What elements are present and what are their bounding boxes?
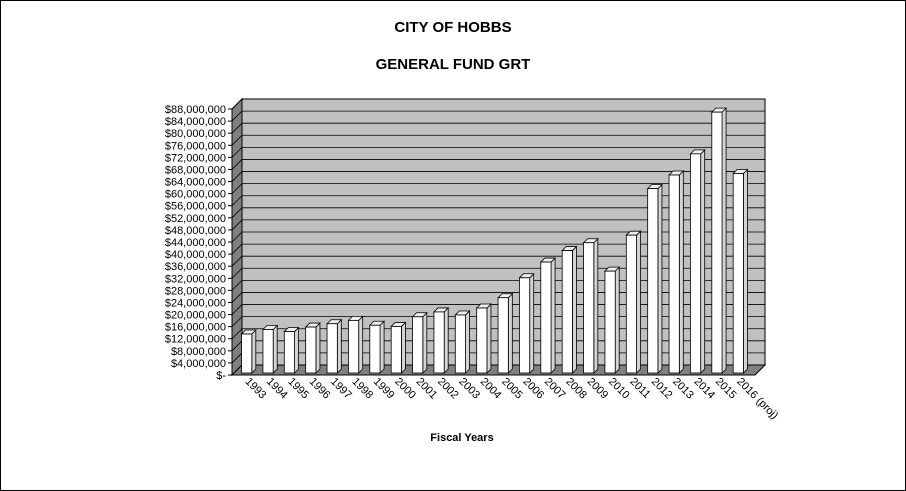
bar: [455, 311, 469, 373]
bar-side: [551, 258, 555, 373]
bar: [306, 323, 320, 373]
bar-side: [444, 308, 448, 373]
bar-front: [519, 278, 529, 373]
x-tick-label: 1997: [328, 375, 354, 402]
x-tick-label: 2000: [392, 375, 418, 402]
bar-front: [370, 325, 380, 373]
bar-side: [252, 330, 256, 373]
bar-side: [487, 304, 491, 373]
bar: [263, 325, 277, 373]
bar-side: [466, 311, 470, 373]
x-tick-label: 2010: [605, 375, 632, 402]
bar-side: [679, 171, 683, 373]
bar-side: [722, 108, 726, 373]
y-tick-label: $64,000,000: [164, 176, 226, 189]
bar-front: [648, 189, 658, 373]
y-tick-label: $4,000,000: [170, 357, 226, 370]
bar: [584, 239, 598, 373]
bar-side: [615, 267, 619, 373]
bar-side: [701, 150, 705, 373]
bar-side: [316, 323, 320, 373]
bar-front: [327, 324, 337, 373]
bar: [541, 258, 555, 373]
bar-side: [658, 185, 662, 373]
x-tick-label: 2011: [627, 375, 653, 401]
y-tick-label: $84,000,000: [164, 116, 226, 129]
bar-side: [359, 316, 363, 373]
x-tick-label: 2013: [670, 375, 696, 402]
bar: [413, 313, 427, 373]
x-tick-label: 1995: [285, 375, 312, 402]
y-tick-label: $-: [216, 370, 226, 382]
x-axis-label: Fiscal Years: [430, 432, 494, 444]
x-tick-label: 2009: [584, 375, 611, 402]
bar: [242, 330, 256, 373]
y-tick-label: $16,000,000: [164, 321, 226, 334]
bar: [477, 304, 491, 373]
y-tick-label: $40,000,000: [164, 249, 226, 262]
bar-front: [733, 174, 743, 374]
x-tick-label: 1996: [306, 375, 333, 402]
x-tick-label: 2007: [541, 375, 568, 402]
x-tick-label: 2002: [434, 375, 461, 402]
x-tick-label: 2012: [648, 375, 675, 402]
bar: [605, 267, 619, 373]
bar: [391, 322, 405, 373]
x-tick-label: 2004: [477, 375, 504, 402]
bar-side: [295, 328, 299, 373]
y-tick-label: $60,000,000: [164, 188, 226, 201]
bar: [327, 320, 341, 373]
y-tick-label: $44,000,000: [164, 237, 226, 249]
bar-front: [348, 320, 358, 373]
bar-front: [584, 243, 594, 373]
bar-front: [391, 326, 401, 373]
y-tick-label: $88,000,000: [164, 104, 226, 116]
bar-side: [423, 313, 427, 373]
x-tick-label: 2003: [456, 375, 483, 402]
y-tick-label: $80,000,000: [164, 128, 226, 141]
bar: [284, 328, 298, 373]
bar-front: [284, 332, 294, 373]
bar-front: [242, 334, 252, 373]
x-tick-label: 1999: [370, 375, 397, 402]
y-tick-label: $76,000,000: [164, 140, 226, 153]
bar-front: [434, 312, 444, 373]
bar: [498, 294, 512, 373]
y-tick-label: $36,000,000: [164, 261, 226, 274]
y-tick-label: $32,000,000: [164, 273, 226, 286]
bar-front: [712, 112, 722, 373]
y-tick-label: $68,000,000: [164, 164, 226, 177]
bar: [669, 171, 683, 373]
bar-front: [413, 317, 423, 373]
bar: [434, 308, 448, 373]
y-tick-label: $12,000,000: [164, 333, 226, 346]
bar-side: [401, 322, 405, 373]
bar: [562, 247, 576, 373]
x-tick-label: 1998: [349, 375, 376, 402]
y-tick-label: $24,000,000: [164, 297, 226, 310]
x-tick-label: 2008: [563, 375, 589, 402]
y-tick-label: $28,000,000: [164, 285, 226, 298]
bar-side: [743, 170, 747, 374]
chart-subtitle: GENERAL FUND GRT: [375, 56, 531, 73]
bar: [712, 108, 726, 373]
bar-front: [669, 175, 679, 373]
x-tick-label: 2016 (proj): [734, 375, 781, 422]
x-tick-label: 2001: [413, 375, 440, 402]
bar-front: [562, 251, 572, 373]
bar-front: [263, 329, 273, 373]
x-tick-label: 2014: [691, 375, 718, 402]
bar-front: [498, 298, 508, 373]
x-tick-label: 2005: [499, 375, 525, 402]
bar-side: [337, 320, 341, 373]
bar-side: [637, 231, 641, 373]
bar-front: [690, 154, 700, 373]
x-tick-label: 1994: [263, 375, 290, 402]
bar-front: [306, 327, 316, 373]
bar-side: [508, 294, 512, 373]
y-tick-label: $8,000,000: [170, 345, 226, 358]
bar-side: [380, 321, 384, 373]
bar: [370, 321, 384, 373]
bar-front: [605, 271, 615, 373]
bar-side: [273, 325, 277, 373]
bar-front: [455, 315, 465, 373]
bar-side: [594, 239, 598, 373]
y-tick-label: $48,000,000: [164, 224, 226, 237]
bar: [733, 170, 747, 374]
bar: [626, 231, 640, 373]
bar-front: [541, 262, 551, 373]
y-tick-label: $56,000,000: [164, 200, 226, 213]
bar: [690, 150, 704, 373]
y-tick-label: $52,000,000: [164, 212, 226, 225]
bar-front: [477, 308, 487, 373]
bar-side: [572, 247, 576, 373]
y-tick-label: $72,000,000: [164, 152, 226, 165]
x-tick-label: 2015: [712, 375, 739, 402]
x-tick-label: 2006: [520, 375, 547, 402]
bar-side: [530, 274, 534, 373]
chart-title: CITY OF HOBBS: [394, 19, 512, 36]
bar: [348, 316, 362, 373]
bar-front: [626, 235, 636, 373]
y-tick-label: $20,000,000: [164, 309, 226, 322]
x-tick-label: 1993: [242, 375, 269, 402]
bar: [648, 185, 662, 373]
bar: [519, 274, 533, 373]
